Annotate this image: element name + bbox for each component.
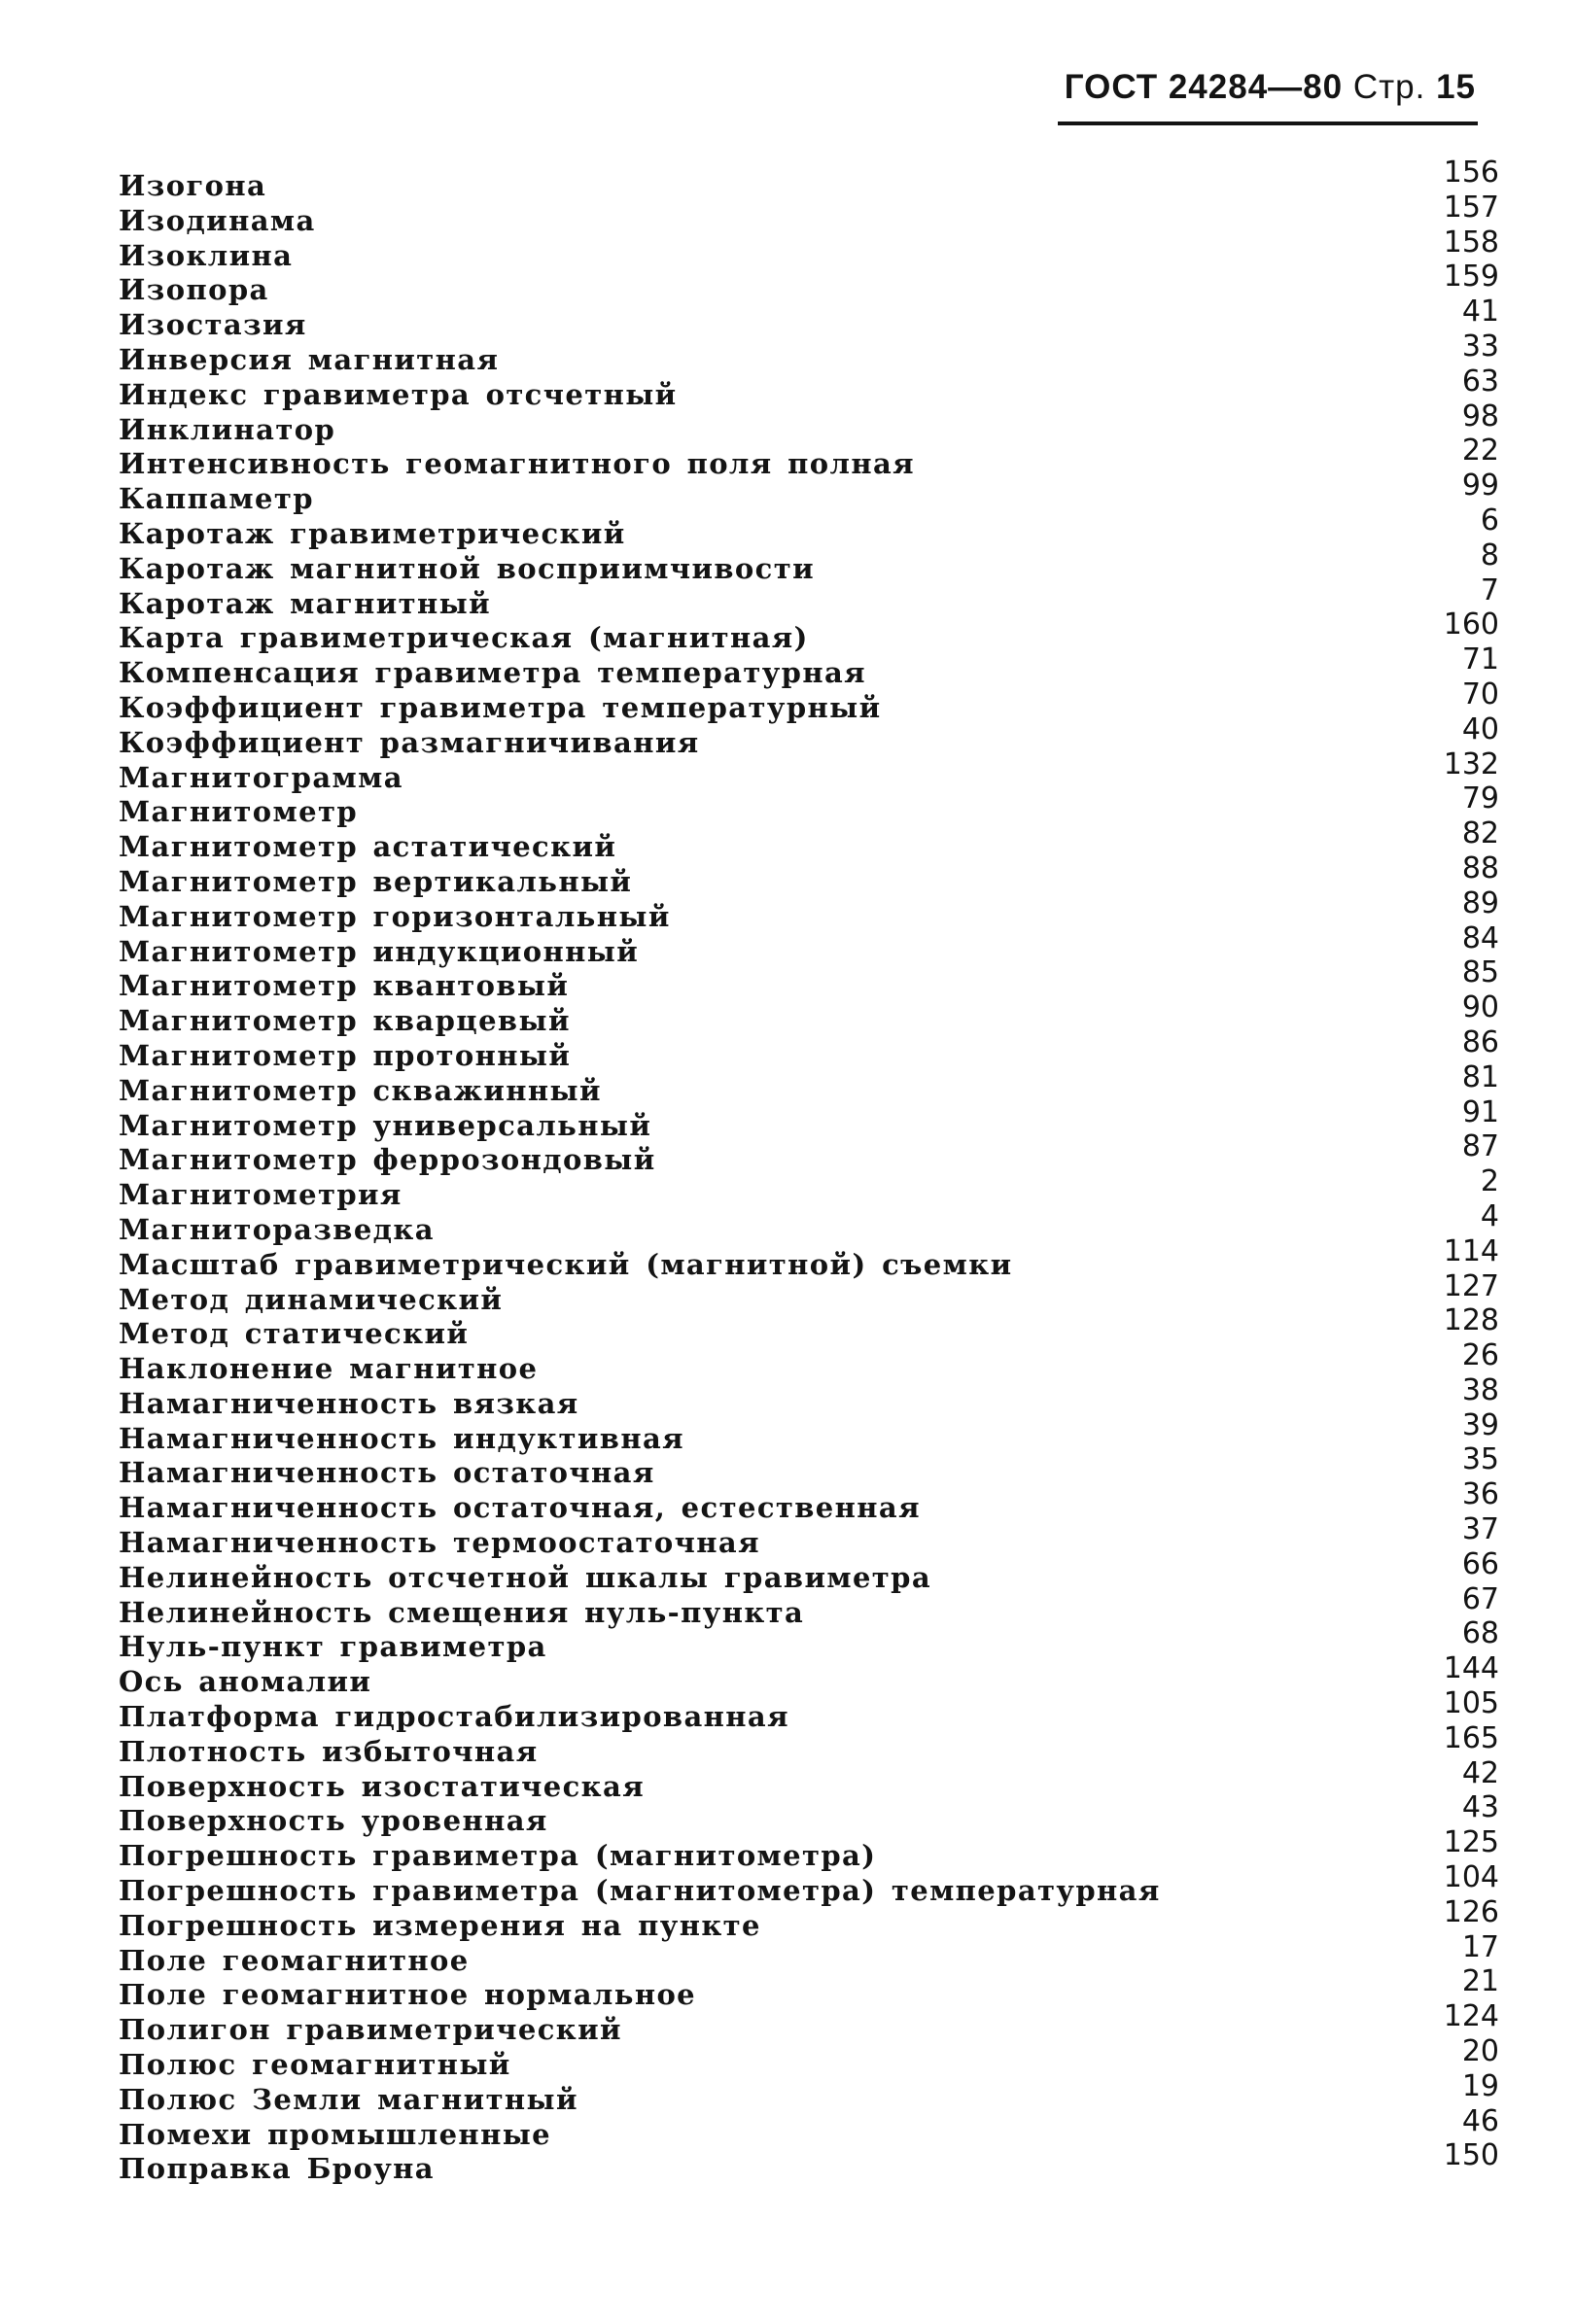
index-entry <box>119 1581 1499 1631</box>
index-entry <box>119 781 1499 830</box>
index-entry <box>119 2034 1499 2083</box>
index-entry <box>119 1546 1499 1596</box>
index-term-number: 8 <box>1480 538 1499 572</box>
index-term: Магнитометр феррозондовый <box>119 1143 656 1177</box>
index-term: Индекс гравиметра отсчетный <box>119 377 678 411</box>
index-entry <box>119 1964 1499 2013</box>
index-term-number: 89 <box>1461 885 1499 920</box>
index-term: Нуль-пункт гравиметра <box>119 1630 547 1664</box>
index-entry <box>119 920 1499 970</box>
index-entry <box>119 399 1499 448</box>
index-entry <box>119 1477 1499 1526</box>
index-term-number: 26 <box>1461 1338 1499 1373</box>
header-rule <box>1058 121 1478 125</box>
index-term: Компенсация гравиметра температурная <box>119 656 866 690</box>
index-term: Магнитометр астатический <box>119 830 617 864</box>
index-term: Намагниченность термоостаточная <box>119 1526 760 1560</box>
index-term: Инклинатор <box>119 412 336 446</box>
index-term: Каротаж гравиметрический <box>119 516 626 550</box>
index-term-number: 85 <box>1461 955 1499 990</box>
index-term: Поле геомагнитное нормальное <box>119 1978 697 2012</box>
index-term-number: 128 <box>1443 1303 1499 1338</box>
index-term: Помехи промышленные <box>119 2117 552 2151</box>
index-term: Магнитометр скважинный <box>119 1073 602 1107</box>
index-entry <box>119 607 1499 656</box>
index-entry <box>119 2103 1499 2153</box>
index-entry <box>119 434 1499 482</box>
index-term: Интенсивность геомагнитного поля полная <box>119 447 915 481</box>
index-entry <box>119 1894 1499 1944</box>
index-term-number: 63 <box>1461 364 1499 399</box>
index-term: Полюс Земли магнитный <box>119 2082 578 2116</box>
index-term-number: 22 <box>1461 434 1499 468</box>
index-term: Метод динамический <box>119 1282 504 1316</box>
index-entry <box>119 1338 1499 1387</box>
index-term-number: 4 <box>1480 1198 1499 1233</box>
index-term-number: 67 <box>1461 1581 1499 1616</box>
index-entry <box>119 711 1499 761</box>
index-entry <box>119 1825 1499 1874</box>
index-entry <box>119 1164 1499 1213</box>
index-term: Изопора <box>119 273 269 307</box>
index-term-number: 70 <box>1461 676 1499 711</box>
index-entry <box>119 1686 1499 1735</box>
index-term-number: 114 <box>1443 1233 1499 1268</box>
index-term-number: 144 <box>1443 1651 1499 1686</box>
index-term: Изодинама <box>119 203 316 237</box>
index-term: Карта гравиметрическая (магнитная) <box>119 621 809 655</box>
standard-designation: ГОСТ 24284—80 <box>1064 68 1344 106</box>
index-term-number: 159 <box>1443 260 1499 295</box>
index-entry <box>119 1512 1499 1561</box>
index-term: Каротаж магнитной восприимчивости <box>119 551 815 585</box>
index-entry <box>119 1268 1499 1318</box>
index-term: Намагниченность вязкая <box>119 1386 579 1420</box>
index-term: Погрешность гравиметра (магнитометра) температурная <box>119 1874 1161 1908</box>
index-entry <box>119 190 1499 239</box>
index-term-number: 66 <box>1461 1546 1499 1581</box>
index-term: Погрешность измерения на пункте <box>119 1908 761 1942</box>
index-term: Поверхность изостатическая <box>119 1769 646 1803</box>
index-term-number: 39 <box>1461 1407 1499 1442</box>
index-term: Магниторазведка <box>119 1212 435 1246</box>
index-term-number: 104 <box>1443 1860 1499 1895</box>
index-entry <box>119 2068 1499 2118</box>
index-term: Плотность избыточная <box>119 1734 539 1768</box>
index-entry <box>119 503 1499 552</box>
index-term-number: 86 <box>1461 1024 1499 1059</box>
index-term: Нелинейность отсчетной шкалы гравиметра <box>119 1560 932 1594</box>
index-term-number: 42 <box>1461 1755 1499 1790</box>
index-term-number: 124 <box>1443 1999 1499 2034</box>
index-term: Изостазия <box>119 308 307 342</box>
index-term: Полигон гравиметрический <box>119 2013 622 2047</box>
index-term: Масштаб гравиметрический (магнитной) съемки <box>119 1247 1013 1281</box>
index-term-number: 90 <box>1461 990 1499 1025</box>
index-entry <box>119 955 1499 1004</box>
index-term: Платформа гидростабилизированная <box>119 1700 789 1734</box>
index-term-number: 99 <box>1461 468 1499 503</box>
index-term-number: 105 <box>1443 1686 1499 1721</box>
index-entry <box>119 850 1499 900</box>
index-entry <box>119 1059 1499 1109</box>
index-entry <box>119 1720 1499 1770</box>
index-term: Ось аномалии <box>119 1665 372 1699</box>
index-term-number: 126 <box>1443 1894 1499 1929</box>
index-entry <box>119 885 1499 935</box>
index-term: Погрешность гравиметра (магнитометра) <box>119 1839 877 1873</box>
index-term: Намагниченность остаточная, естественная <box>119 1491 921 1525</box>
index-entry <box>119 1372 1499 1422</box>
index-entry <box>119 746 1499 796</box>
index-entry <box>119 156 1499 204</box>
index-term: Магнитограмма <box>119 760 403 794</box>
index-term-number: 81 <box>1461 1059 1499 1094</box>
index-term-number: 157 <box>1443 190 1499 225</box>
index-entry <box>119 676 1499 726</box>
index-entry <box>119 1442 1499 1491</box>
index-term-number: 79 <box>1461 781 1499 816</box>
index-term-number: 87 <box>1461 1129 1499 1164</box>
alphabetical-index <box>119 156 1499 2187</box>
index-entry <box>119 225 1499 274</box>
index-term: Поле геомагнитное <box>119 1943 470 1977</box>
index-term-number: 46 <box>1461 2103 1499 2138</box>
index-term-number: 91 <box>1461 1094 1499 1129</box>
page-number: 15 <box>1436 68 1476 106</box>
index-entry <box>119 572 1499 622</box>
index-term-number: 35 <box>1461 1442 1499 1477</box>
page-label: Стр. <box>1352 68 1426 106</box>
index-entry <box>119 1651 1499 1700</box>
index-term: Изоклина <box>119 238 294 272</box>
index-entry <box>119 1303 1499 1352</box>
index-term-number: 98 <box>1461 399 1499 434</box>
index-term-number: 6 <box>1480 503 1499 538</box>
index-term: Магнитометр кварцевый <box>119 1004 571 1038</box>
index-term-number: 68 <box>1461 1616 1499 1651</box>
index-term: Каротаж магнитный <box>119 586 491 620</box>
index-term: Коэффициент гравиметра температурный <box>119 690 882 724</box>
index-entry <box>119 2138 1499 2187</box>
index-entry <box>119 1616 1499 1665</box>
index-entry <box>119 364 1499 413</box>
index-term-number: 43 <box>1461 1790 1499 1825</box>
index-entry <box>119 295 1499 343</box>
index-term-number: 2 <box>1480 1164 1499 1199</box>
index-term-number: 21 <box>1461 1964 1499 1999</box>
index-term-number: 36 <box>1461 1477 1499 1512</box>
index-term: Намагниченность остаточная <box>119 1456 655 1490</box>
page-header <box>1058 68 1476 107</box>
index-term-number: 125 <box>1443 1825 1499 1860</box>
index-entry <box>119 329 1499 378</box>
index-entry <box>119 1094 1499 1144</box>
index-term-number: 71 <box>1461 642 1499 677</box>
index-term-number: 84 <box>1461 920 1499 955</box>
index-term-number: 37 <box>1461 1512 1499 1547</box>
index-term-number: 82 <box>1461 816 1499 851</box>
index-term-number: 150 <box>1443 2138 1499 2173</box>
index-term: Коэффициент размагничивания <box>119 725 700 759</box>
index-term-number: 40 <box>1461 711 1499 746</box>
index-term-number: 41 <box>1461 295 1499 330</box>
index-term-number: 19 <box>1461 2068 1499 2103</box>
index-term-number: 17 <box>1461 1929 1499 1964</box>
index-term-number: 156 <box>1443 156 1499 190</box>
index-term: Метод статический <box>119 1317 470 1351</box>
index-term: Изогона <box>119 169 267 202</box>
index-entry <box>119 260 1499 308</box>
index-term: Нелинейность смещения нуль-пункта <box>119 1595 805 1629</box>
index-entry <box>119 1755 1499 1805</box>
index-entry <box>119 1407 1499 1457</box>
index-entry <box>119 1860 1499 1909</box>
index-term: Наклонение магнитное <box>119 1352 539 1386</box>
index-term: Магнитометр горизонтальный <box>119 899 671 933</box>
index-entry <box>119 1233 1499 1283</box>
index-entry <box>119 1024 1499 1074</box>
index-entry <box>119 642 1499 691</box>
index-entry <box>119 1129 1499 1178</box>
index-term-number: 127 <box>1443 1268 1499 1303</box>
index-term: Поверхность уровенная <box>119 1804 548 1838</box>
index-term: Магнитометр протонный <box>119 1038 572 1072</box>
index-term-number: 38 <box>1461 1372 1499 1407</box>
index-entry <box>119 990 1499 1039</box>
index-term-number: 132 <box>1443 746 1499 781</box>
index-term: Инверсия магнитная <box>119 342 500 376</box>
index-term-number: 33 <box>1461 329 1499 364</box>
index-term: Поправка Броуна <box>119 2152 435 2186</box>
index-term-number: 7 <box>1480 572 1499 607</box>
index-entry <box>119 538 1499 587</box>
index-term: Магнитометрия <box>119 1178 402 1212</box>
index-term-number: 165 <box>1443 1720 1499 1755</box>
index-term: Магнитометр <box>119 795 358 829</box>
index-term-number: 20 <box>1461 2034 1499 2069</box>
index-term: Магнитометр квантовый <box>119 969 570 1003</box>
index-term: Магнитометр индукционный <box>119 934 640 968</box>
index-entry <box>119 816 1499 865</box>
index-term: Магнитометр универсальный <box>119 1108 652 1142</box>
index-term-number: 158 <box>1443 225 1499 260</box>
index-term-number: 88 <box>1461 850 1499 885</box>
index-entry <box>119 1999 1499 2048</box>
index-term: Магнитометр вертикальный <box>119 864 633 898</box>
index-term: Намагниченность индуктивная <box>119 1421 684 1455</box>
index-entry <box>119 1198 1499 1248</box>
index-term: Каппаметр <box>119 482 314 516</box>
index-term: Полюс геомагнитный <box>119 2048 511 2082</box>
index-entry <box>119 1929 1499 1979</box>
index-term-number: 160 <box>1443 607 1499 642</box>
index-entry <box>119 1790 1499 1839</box>
index-entry <box>119 468 1499 517</box>
